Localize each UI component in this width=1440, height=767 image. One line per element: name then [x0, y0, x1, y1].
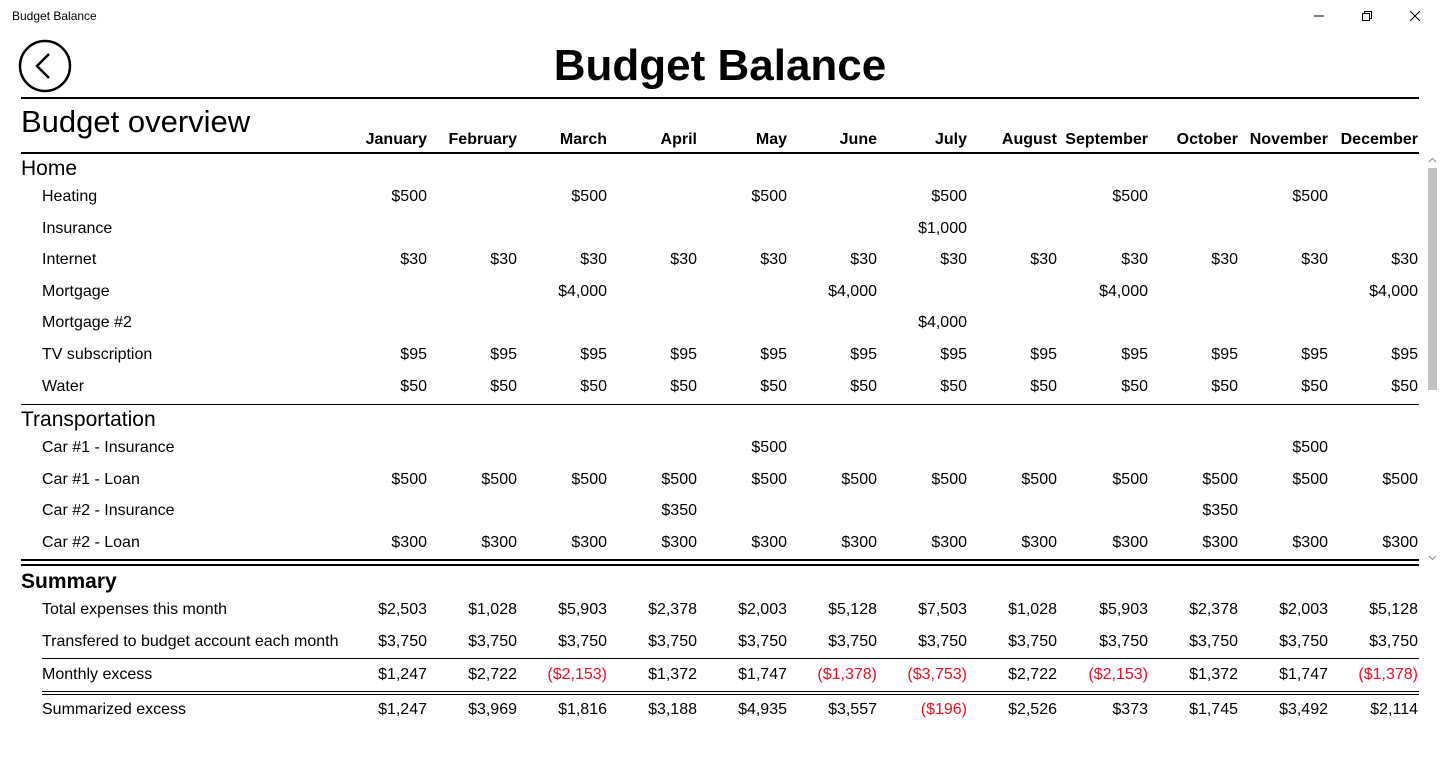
- table-row: [0, 188, 1440, 212]
- row-label: Insurance: [42, 220, 113, 237]
- month-header: [0, 131, 1440, 151]
- value-cell: $50: [580, 378, 607, 395]
- value-cell: $2,003: [1279, 601, 1328, 618]
- row-label: Water: [42, 378, 85, 395]
- value-cell: $7,503: [918, 601, 967, 618]
- value-cell: $50: [760, 378, 787, 395]
- row-label: Internet: [42, 251, 97, 268]
- value-cell: $50: [1391, 378, 1418, 395]
- title-bar: [0, 0, 1440, 32]
- total-divider-top: [42, 691, 1419, 692]
- value-cell: $50: [1211, 378, 1238, 395]
- value-cell: $5,128: [1369, 601, 1418, 618]
- month-header-cell: April: [660, 131, 697, 148]
- month-header-cell: August: [1001, 131, 1057, 148]
- value-cell: $3,750: [558, 633, 607, 650]
- value-cell: $1,000: [918, 220, 967, 237]
- value-cell: $3,188: [648, 701, 697, 718]
- value-cell: $1,372: [648, 666, 697, 683]
- value-cell: $95: [1121, 346, 1148, 363]
- value-cell: $95: [940, 346, 967, 363]
- value-cell: $4,000: [1369, 283, 1418, 300]
- value-cell: $500: [1112, 471, 1148, 488]
- window-title: Budget Balance: [12, 9, 97, 23]
- value-cell: $300: [391, 534, 427, 551]
- page-title: Budget Balance: [553, 41, 887, 90]
- value-cell: $500: [931, 188, 967, 205]
- value-cell: $300: [1202, 534, 1238, 551]
- value-cell: $5,903: [1099, 601, 1148, 618]
- value-cell: $1,747: [738, 666, 787, 683]
- table-row: [0, 633, 1440, 657]
- value-cell: $500: [1021, 471, 1057, 488]
- value-cell: $30: [940, 251, 967, 268]
- summary-heading: Summary: [21, 570, 117, 593]
- row-label: Monthly excess: [42, 666, 153, 683]
- value-cell: $95: [400, 346, 427, 363]
- month-header-cell: January: [365, 131, 427, 148]
- value-cell: $3,750: [1008, 633, 1057, 650]
- value-cell: $500: [751, 439, 787, 456]
- month-header-cell: December: [1340, 131, 1418, 148]
- category-heading: Home: [21, 157, 78, 180]
- value-cell: $50: [1121, 378, 1148, 395]
- table-row: [0, 378, 1440, 402]
- value-cell: $500: [1292, 188, 1328, 205]
- value-cell: $1,745: [1189, 701, 1238, 718]
- close-button[interactable]: [1392, 0, 1438, 32]
- month-header-cell: June: [839, 131, 877, 148]
- value-cell: ($3,753): [907, 666, 967, 683]
- value-cell: $5,903: [558, 601, 607, 618]
- value-cell: $300: [1112, 534, 1148, 551]
- value-cell: $30: [1121, 251, 1148, 268]
- value-cell: $300: [1021, 534, 1057, 551]
- value-cell: $30: [580, 251, 607, 268]
- value-cell: $1,028: [1008, 601, 1057, 618]
- summary-divider-bottom: [21, 564, 1419, 566]
- value-cell: $4,000: [1099, 283, 1148, 300]
- row-label: TV subscription: [42, 346, 153, 363]
- value-cell: $1,747: [1279, 666, 1328, 683]
- total-divider-bottom: [42, 694, 1419, 695]
- value-cell: $1,247: [378, 701, 427, 718]
- value-cell: $50: [850, 378, 877, 395]
- value-cell: $3,750: [918, 633, 967, 650]
- value-cell: $2,378: [648, 601, 697, 618]
- value-cell: $500: [751, 471, 787, 488]
- value-cell: $3,750: [468, 633, 517, 650]
- month-header-cell: March: [559, 131, 607, 148]
- table-row: [0, 534, 1440, 558]
- value-cell: $95: [1211, 346, 1238, 363]
- value-cell: $5,128: [828, 601, 877, 618]
- value-cell: $300: [841, 534, 877, 551]
- value-cell: $3,750: [1369, 633, 1418, 650]
- value-cell: $4,000: [828, 283, 877, 300]
- value-cell: $30: [490, 251, 517, 268]
- value-cell: $500: [1112, 188, 1148, 205]
- value-cell: $4,000: [558, 283, 607, 300]
- row-label: Transfered to budget account each month: [42, 633, 339, 650]
- value-cell: $500: [481, 471, 517, 488]
- value-cell: $1,028: [468, 601, 517, 618]
- row-label: Car #1 - Insurance: [42, 439, 175, 456]
- excess-divider: [42, 658, 1419, 659]
- row-label: Summarized excess: [42, 701, 187, 718]
- value-cell: $2,003: [738, 601, 787, 618]
- value-cell: $95: [1301, 346, 1328, 363]
- value-cell: $500: [571, 471, 607, 488]
- value-cell: $300: [1292, 534, 1328, 551]
- month-header-cell: November: [1249, 131, 1328, 148]
- table-row: [0, 283, 1440, 307]
- value-cell: $50: [400, 378, 427, 395]
- value-cell: $500: [841, 471, 877, 488]
- value-cell: $95: [580, 346, 607, 363]
- month-header-cell: May: [755, 131, 787, 148]
- value-cell: $50: [490, 378, 517, 395]
- row-label: Car #2 - Insurance: [42, 502, 175, 519]
- chevron-up-icon: [1428, 157, 1437, 163]
- table-row: [0, 701, 1440, 725]
- value-cell: $500: [571, 188, 607, 205]
- value-cell: $50: [670, 378, 697, 395]
- value-cell: $95: [490, 346, 517, 363]
- value-cell: $95: [850, 346, 877, 363]
- value-cell: $30: [400, 251, 427, 268]
- row-label: Total expenses this month: [42, 601, 227, 618]
- row-label: Car #1 - Loan: [42, 471, 140, 488]
- value-cell: $30: [1301, 251, 1328, 268]
- table-row: [0, 666, 1440, 690]
- value-cell: $95: [1030, 346, 1057, 363]
- value-cell: $3,750: [1189, 633, 1238, 650]
- month-header-cell: September: [1065, 131, 1148, 148]
- value-cell: $30: [1211, 251, 1238, 268]
- category-heading: Transportation: [21, 408, 156, 431]
- value-cell: ($2,153): [1088, 666, 1148, 683]
- value-cell: $3,750: [1099, 633, 1148, 650]
- value-cell: $3,492: [1279, 701, 1328, 718]
- scroll-thumb[interactable]: [1428, 168, 1437, 390]
- value-cell: $3,750: [378, 633, 427, 650]
- value-cell: $350: [1202, 502, 1238, 519]
- value-cell: ($2,153): [547, 666, 607, 683]
- value-cell: $95: [1391, 346, 1418, 363]
- value-cell: $500: [391, 188, 427, 205]
- value-cell: $500: [1202, 471, 1238, 488]
- scroll-up-button[interactable]: [1425, 154, 1440, 166]
- value-cell: $3,750: [828, 633, 877, 650]
- section-heading: Budget overview: [21, 104, 251, 139]
- value-cell: $350: [661, 502, 697, 519]
- value-cell: $30: [760, 251, 787, 268]
- value-cell: $50: [940, 378, 967, 395]
- table-row: [0, 439, 1440, 463]
- table-row: [0, 601, 1440, 625]
- value-cell: $500: [661, 471, 697, 488]
- value-cell: $500: [391, 471, 427, 488]
- value-cell: $500: [1382, 471, 1418, 488]
- title-divider: [21, 97, 1419, 99]
- value-cell: $2,722: [468, 666, 517, 683]
- value-cell: $4,000: [918, 314, 967, 331]
- value-cell: $30: [670, 251, 697, 268]
- table-row: [0, 220, 1440, 244]
- chevron-down-icon: [1428, 555, 1437, 561]
- value-cell: $1,247: [378, 666, 427, 683]
- value-cell: $500: [1292, 439, 1328, 456]
- table-row: [0, 346, 1440, 370]
- restore-button[interactable]: [1344, 0, 1390, 32]
- value-cell: $1,372: [1189, 666, 1238, 683]
- value-cell: $2,378: [1189, 601, 1238, 618]
- row-label: Mortgage #2: [42, 314, 132, 331]
- minimize-icon: [1313, 10, 1325, 22]
- value-cell: $300: [661, 534, 697, 551]
- vertical-scrollbar[interactable]: [1425, 154, 1440, 566]
- month-header-cell: February: [448, 131, 517, 148]
- row-label: Car #2 - Loan: [42, 534, 140, 551]
- value-cell: $50: [1301, 378, 1328, 395]
- table-row: [0, 502, 1440, 526]
- restore-icon: [1361, 10, 1373, 22]
- value-cell: ($1,378): [817, 666, 877, 683]
- row-label: Mortgage: [42, 283, 110, 300]
- value-cell: $3,557: [828, 701, 877, 718]
- value-cell: $2,722: [1008, 666, 1057, 683]
- table-row: [0, 314, 1440, 338]
- value-cell: $30: [1391, 251, 1418, 268]
- value-cell: $95: [760, 346, 787, 363]
- minimize-button[interactable]: [1296, 0, 1342, 32]
- value-cell: $3,750: [738, 633, 787, 650]
- scroll-down-button[interactable]: [1425, 552, 1440, 564]
- value-cell: $300: [1382, 534, 1418, 551]
- value-cell: $2,114: [1370, 701, 1418, 718]
- value-cell: $300: [571, 534, 607, 551]
- value-cell: $500: [931, 471, 967, 488]
- close-icon: [1409, 10, 1421, 22]
- value-cell: $3,750: [1279, 633, 1328, 650]
- value-cell: $300: [751, 534, 787, 551]
- value-cell: $50: [1030, 378, 1057, 395]
- value-cell: $30: [850, 251, 877, 268]
- summary-divider-top: [21, 559, 1419, 561]
- header-divider: [21, 152, 1419, 154]
- table-row: [0, 251, 1440, 275]
- value-cell: $373: [1112, 701, 1148, 718]
- group-divider: [21, 404, 1419, 405]
- value-cell: $1,816: [558, 701, 607, 718]
- value-cell: $500: [1292, 471, 1328, 488]
- month-header-cell: July: [934, 131, 967, 148]
- value-cell: $95: [670, 346, 697, 363]
- value-cell: $2,503: [378, 601, 427, 618]
- table-row: [0, 471, 1440, 495]
- value-cell: $3,969: [468, 701, 517, 718]
- month-header-cell: October: [1176, 131, 1238, 148]
- value-cell: $300: [481, 534, 517, 551]
- value-cell: $30: [1030, 251, 1057, 268]
- value-cell: $300: [931, 534, 967, 551]
- value-cell: $4,935: [738, 701, 787, 718]
- row-label: Heating: [42, 188, 98, 205]
- value-cell: ($196): [920, 701, 967, 718]
- value-cell: ($1,378): [1358, 666, 1418, 683]
- value-cell: $500: [751, 188, 787, 205]
- value-cell: $3,750: [648, 633, 697, 650]
- value-cell: $2,526: [1008, 701, 1057, 718]
